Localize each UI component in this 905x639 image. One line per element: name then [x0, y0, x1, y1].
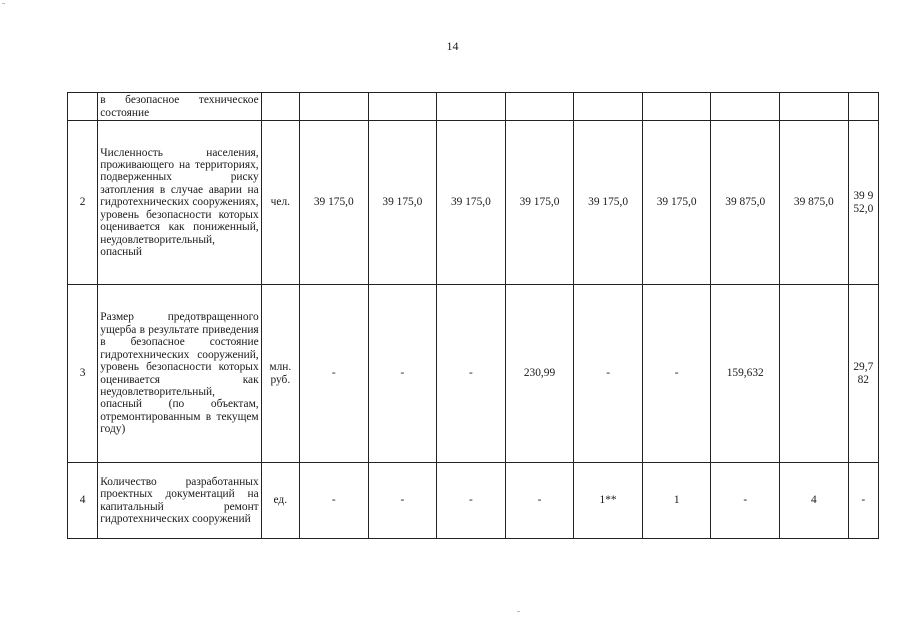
value-cell: 1**: [574, 463, 643, 539]
unit-cell: [261, 93, 299, 121]
indicator-description: в безопасное техническое состояние: [98, 93, 261, 121]
value-cell: -: [711, 463, 780, 539]
row-number: 4: [68, 463, 98, 539]
value-cell: 4: [780, 463, 849, 539]
value-cell: 39 175,0: [368, 121, 437, 285]
value-cell: [642, 93, 711, 121]
value-cell: 39 175,0: [505, 121, 574, 285]
indicator-description: Численность населения, проживающего на территориях, подверженных риску затопления в случае аварии на гидротехнических сооружениях, уровень безопасности которых оценивается как пониженный, неудовлетворительный, опасный: [98, 121, 261, 285]
value-cell: -: [437, 285, 506, 463]
indicators-table: [67, 92, 879, 539]
value-cell: 159,632: [711, 285, 780, 463]
value-cell: 39 875,0: [711, 121, 780, 285]
table-row: [68, 93, 879, 121]
value-cell: -: [437, 463, 506, 539]
value-cell: [437, 93, 506, 121]
value-cell: 39 875,0: [780, 121, 849, 285]
value-cell: [505, 93, 574, 121]
value-cell: -: [642, 285, 711, 463]
value-cell: -: [574, 285, 643, 463]
scan-artifact: [2, 3, 5, 4]
table-row: [68, 121, 879, 285]
value-cell: [574, 93, 643, 121]
value-cell: [780, 285, 849, 463]
value-cell: [299, 93, 368, 121]
value-cell: 230,99: [505, 285, 574, 463]
value-cell: [780, 93, 849, 121]
value-cell: -: [368, 463, 437, 539]
value-cell: -: [848, 463, 878, 539]
row-number: [68, 93, 98, 121]
value-cell: 39 952,0: [848, 121, 878, 285]
value-cell: 39 175,0: [642, 121, 711, 285]
page-number: 14: [446, 39, 459, 53]
scan-artifact: [517, 611, 520, 612]
value-cell: -: [505, 463, 574, 539]
value-cell: 39 175,0: [437, 121, 506, 285]
value-cell: 29,782: [848, 285, 878, 463]
value-cell: -: [368, 285, 437, 463]
indicator-description: Количество разработанных проектных документаций на капитальный ремонт гидротехнических сооружений: [98, 463, 261, 539]
unit-cell: ед.: [261, 463, 299, 539]
value-cell: 1: [642, 463, 711, 539]
value-cell: -: [299, 463, 368, 539]
unit-cell: чел.: [261, 121, 299, 285]
value-cell: [848, 93, 878, 121]
value-cell: 39 175,0: [299, 121, 368, 285]
row-number: 3: [68, 285, 98, 463]
value-cell: [711, 93, 780, 121]
indicator-description: Размер предотвращенного ущерба в результате приведения в безопасное состояние гидротехнических сооружений, уровень безопасности которых оценивается как неудовлетворительный, опасный (по объектам, отремонтированным в текущем году): [98, 285, 261, 463]
value-cell: 39 175,0: [574, 121, 643, 285]
table-row: [68, 285, 879, 463]
table-row: [68, 463, 879, 539]
value-cell: -: [299, 285, 368, 463]
unit-cell: млн. руб.: [261, 285, 299, 463]
row-number: 2: [68, 121, 98, 285]
value-cell: [368, 93, 437, 121]
